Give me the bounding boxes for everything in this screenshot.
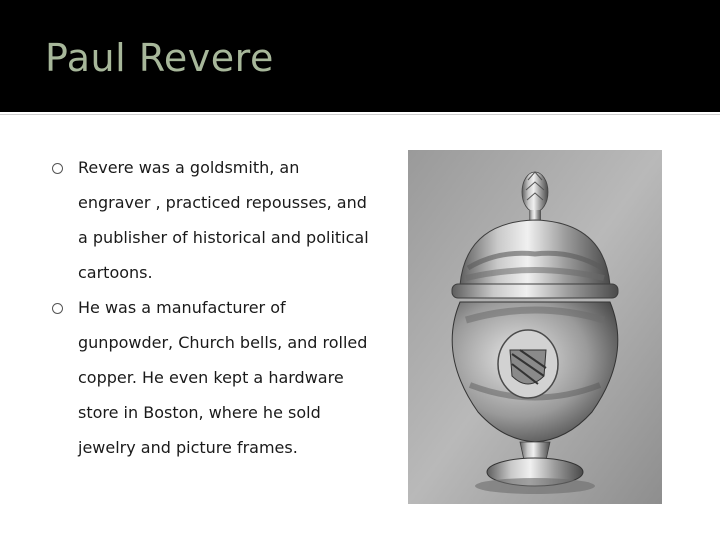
bullet-item [52, 150, 372, 290]
bullet-circle-icon [52, 163, 63, 174]
bullet-list [52, 150, 372, 465]
bullet-item [52, 290, 372, 465]
bullet-text: Revere was a goldsmith, an engraver , practiced repousses, and a publisher of historical and political cartoons. [78, 158, 369, 282]
title-bar [0, 0, 720, 112]
silver-sugar-bowl-photo [408, 150, 662, 504]
slide-title: Paul Revere [45, 36, 274, 80]
divider [0, 114, 720, 115]
bullet-circle-icon [52, 303, 63, 314]
bullet-text: He was a manufacturer of gunpowder, Church bells, and rolled copper. He even kept a hardware store in Boston, where he sold jewelry and picture frames. [78, 298, 368, 457]
